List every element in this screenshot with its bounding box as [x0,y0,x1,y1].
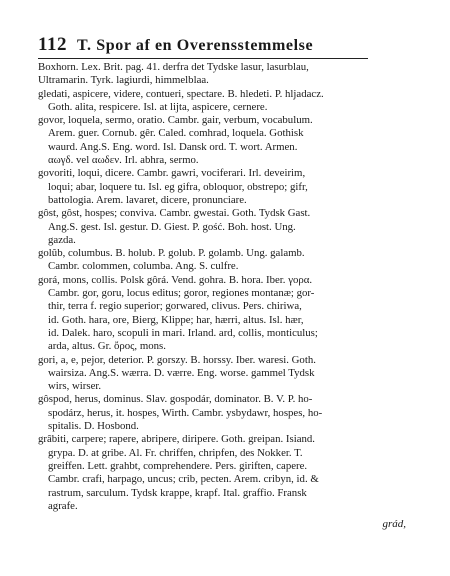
text-line: id. Dalek. haro, scopuli in mari. Irland. ard, collis, monticulus; [48,326,318,339]
text-line: Cambr. colommen, columba. Ang. S. culfre. [48,260,239,273]
text-line: battologia. Arem. lavaret, dicere, pronunciare. [48,193,247,206]
text-line: Goth. alita, respicere. Isl. at lijta, aspicere, cernere. [48,100,268,113]
text-line: greiffen. Lett. grahbt, comprehendere. Pers. giriften, capere. [48,459,308,472]
page-header [38,34,416,60]
text-line: thir, terra f. regio superior; gorwared, clivus. Pers. chiriwa, [48,300,302,313]
page-number: 112 [38,34,67,55]
text-line: govoriti, loqui, dicere. Cambr. gawri, vociferari. Irl. deveirim, [38,167,306,180]
text-line: Ultramarin. Tyrk. lagiurdi, himmelblaa. [38,74,209,87]
catchword: grád, [382,518,406,530]
header-rule [38,58,368,59]
text-line: id. Goth. hara, ore, Bierg, Klippe; har, hærri, altus. Isl. hær, [48,313,304,326]
text-line: arda, altus. Gr. ὄρος, mons. [48,340,166,353]
text-line: agrafe. [48,499,78,512]
text-line: αωγδ. vel αωδεν. Irl. abhra, sermo. [48,154,199,167]
book-page [38,34,416,513]
text-line: spitalis. D. Hosbond. [48,420,139,433]
text-line: grypa. D. at gribe. Al. Fr. chriffen, chripfen, des Nokker. T. [48,446,303,459]
text-line: govor, loquela, sermo, oratio. Cambr. gair, verbum, vocabulum. [38,114,313,127]
text-line: Boxhorn. Lex. Brit. pag. 41. derfra det Tydske lasur, lasurblau, [38,61,309,73]
text-line: gledati, aspicere, videre, contueri, spectare. B. hledeti. P. hljadacz. [38,87,324,100]
text-line: wairsiza. Ang.S. wærra. D. værre. Eng. worse. gammel Tydsk [48,366,315,379]
text-line: Ang.S. gest. Isl. gestur. D. Giest. P. gość. Boh. host. Ung. [48,220,296,233]
running-head: T. Spor af en Overensstemmelse [76,37,314,54]
text-line: Cambr. crafi, harpago, uncus; crib, pecten. Arem. cribyn, id. & [48,473,319,486]
text-line: wirs, wirser. [48,380,102,393]
text-line: golûb, columbus. B. holub. P. golub. P. golamb. Ung. galamb. [38,247,305,260]
text-line: Arem. guer. Cornub. gêr. Caled. comhrad, loquela. Gothisk [48,127,304,140]
text-line: spodárz, herus, it. hospes, Wirth. Cambr. ysbydawr, hospes, ho- [48,406,323,419]
text-line: waurd. Ang.S. Eng. word. Isl. Dansk ord. T. wort. Armen. [48,140,298,153]
text-line: rastrum, sarculum. Tydsk krappe, krapf. Ital. graffio. Fransk [48,486,307,499]
text-line: gazda. [48,233,76,246]
text-line: gôspod, herus, dominus. Slav. gospodár, dominator. B. V. P. ho- [38,393,313,406]
dictionary-text [38,61,416,513]
text-line: Cambr. gor, goru, locus editus; goror, regiones montanæ; gor- [48,287,315,300]
text-line: gôst, gôst, hospes; conviva. Cambr. gwestai. Goth. Tydsk Gast. [38,207,311,220]
text-line: gorá, mons, collis. Polsk gôrá. Vend. gohra. B. hora. Iber. γορα. [38,273,313,286]
text-line: loqui; abar, loquere tu. Isl. eg gifra, obloquor, obstrepo; gifr, [48,180,308,193]
text-line: gori, a, e, pejor, deterior. P. gorszy. B. horssy. Iber. waresi. Goth. [38,353,316,366]
text-line: grâbiti, carpere; rapere, abripere, diripere. Goth. greipan. Isiand. [38,433,315,446]
